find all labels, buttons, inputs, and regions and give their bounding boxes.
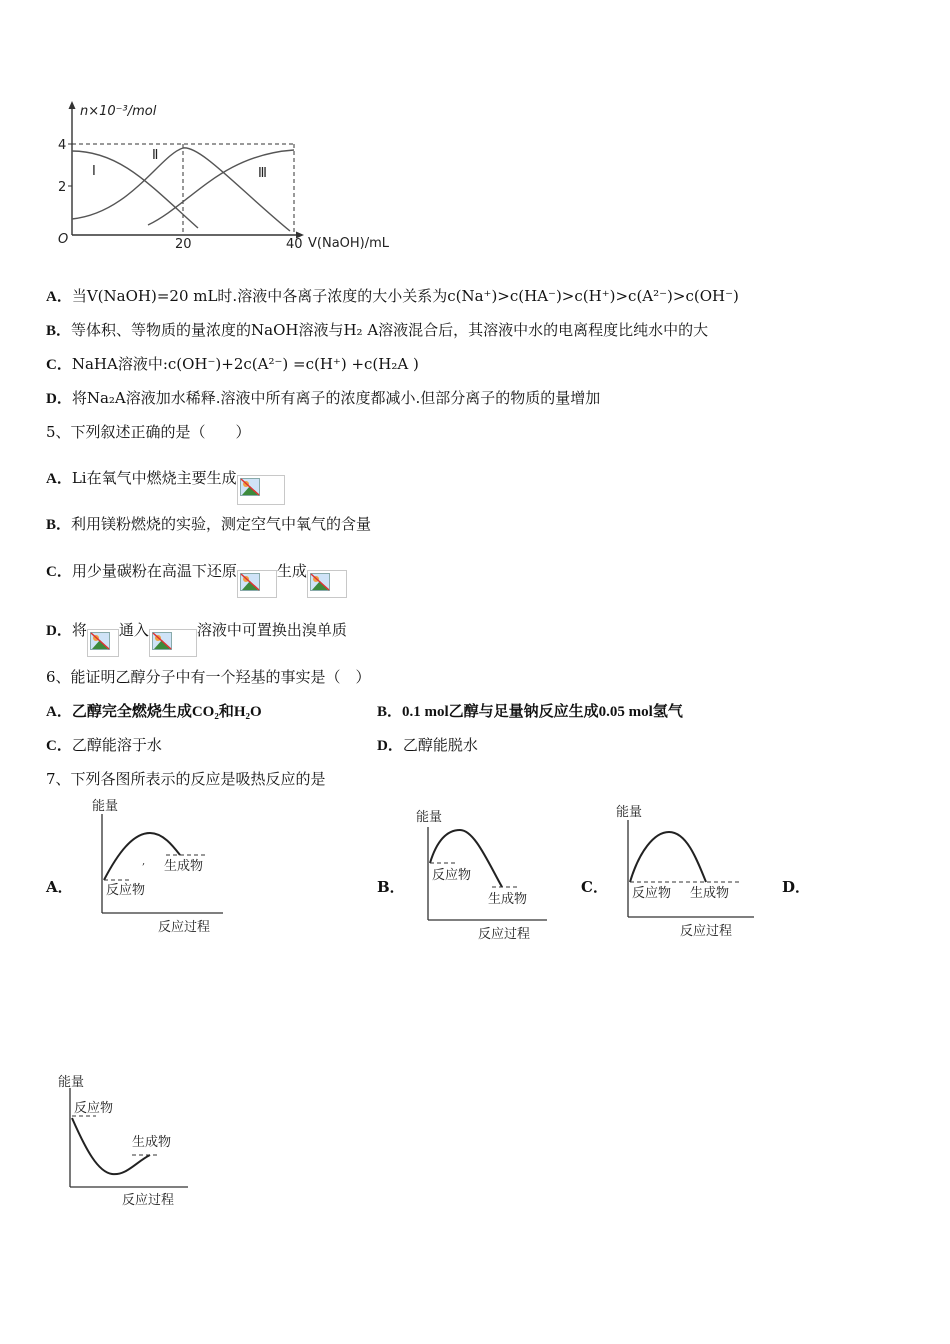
q4-option-a: A．当V(NaOH)=20 mL时.溶液中各离子浓度的大小关系为c(Na⁺)>c(HA⁻)>c(H⁺)>c(A²⁻)>c(OH⁻) <box>46 287 739 305</box>
y-tick-4: 4 <box>58 138 67 153</box>
q4-option-c: C．NaHA溶液中:c(OH⁻)+2c(A²⁻) =c(H⁺) +c(H₂A ) <box>46 355 419 373</box>
x-tick-20: 20 <box>175 237 192 252</box>
svg-text:,: , <box>142 856 146 867</box>
svg-text:反应过程: 反应过程 <box>680 924 733 939</box>
svg-text:反应过程: 反应过程 <box>122 1193 175 1208</box>
svg-text:反应物: 反应物 <box>432 868 472 883</box>
q7-letter-a: A． <box>46 878 73 896</box>
image-placeholder-icon <box>149 629 197 657</box>
q6-option-c: C．乙醇能溶于水 <box>46 736 162 754</box>
q6-option-d: D．乙醇能脱水 <box>377 736 478 754</box>
q5-option-a: A．Li在氧气中燃烧主要生成 <box>46 452 285 482</box>
q5-option-c: C．用少量碳粉在高温下还原 生成 <box>46 545 347 575</box>
titration-chart <box>50 95 410 260</box>
svg-text:能量: 能量 <box>92 799 119 814</box>
svg-text:生成物: 生成物 <box>488 892 528 907</box>
y-axis-arrow <box>69 101 76 109</box>
q5-stem: 5、下列叙述正确的是（ ） <box>46 423 251 441</box>
q7-letter-c: C． <box>581 878 608 896</box>
y-tick-2: 2 <box>58 180 67 195</box>
q5-option-b: B．利用镁粉燃烧的实验，测定空气中氧气的含量 <box>46 515 372 533</box>
q7-stem: 7、下列各图所表示的反应是吸热反应的是 <box>46 770 326 788</box>
svg-text:反应过程: 反应过程 <box>478 927 531 942</box>
svg-text:反应物: 反应物 <box>74 1101 114 1116</box>
q6-option-b: B．0.1 mol乙醇与足量钠反应生成0.05 mol氢气 <box>377 704 683 720</box>
q6-option-a: A．乙醇完全燃烧生成CO₂和H₂O <box>46 704 262 720</box>
x-tick-40: 40 <box>286 237 303 252</box>
svg-text:能量: 能量 <box>416 810 443 825</box>
curve-label-I: Ⅰ <box>92 164 96 179</box>
q5-option-d: D．将 通入 溶液中可置换出溴单质 <box>46 604 347 634</box>
energy-diagram-d <box>56 1070 206 1215</box>
svg-text:生成物: 生成物 <box>132 1135 172 1150</box>
image-placeholder-icon <box>87 629 119 657</box>
energy-diagram-a <box>88 798 238 943</box>
curve-label-III: Ⅲ <box>258 166 267 181</box>
x-axis-label: V(NaOH)/mL <box>308 236 390 251</box>
q6-stem: 6、能证明乙醇分子中有一个羟基的事实是（ ） <box>46 668 371 686</box>
curve-II <box>72 148 290 231</box>
q4-option-d: D．将Na₂A溶液加水稀释.溶液中所有离子的浓度都减小.但部分离子的物质的量增加 <box>46 389 601 407</box>
svg-text:反应物: 反应物 <box>106 883 146 898</box>
image-placeholder-icon <box>237 570 277 598</box>
y-axis-label: n×10⁻³/mol <box>80 104 157 119</box>
origin-label: O <box>58 232 69 247</box>
svg-text:能量: 能量 <box>616 805 643 820</box>
q7-letter-b: B． <box>377 878 405 896</box>
image-placeholder-icon <box>307 570 347 598</box>
svg-text:生成物: 生成物 <box>164 859 204 874</box>
q4-option-b: B．等体积、等物质的量浓度的NaOH溶液与H₂ A溶液混合后，其溶液中水的电离程度比纯水中的大 <box>46 321 709 339</box>
energy-diagram-c <box>614 802 764 947</box>
svg-text:反应物: 反应物 <box>632 886 672 901</box>
energy-diagram-b <box>412 805 562 950</box>
q7-letter-d: D． <box>782 878 811 896</box>
image-placeholder-icon <box>237 475 285 505</box>
svg-text:生成物: 生成物 <box>690 886 730 901</box>
curve-III <box>148 150 294 225</box>
svg-text:反应过程: 反应过程 <box>158 920 211 935</box>
svg-text:能量: 能量 <box>58 1075 85 1090</box>
curve-label-II: Ⅱ <box>152 148 159 163</box>
